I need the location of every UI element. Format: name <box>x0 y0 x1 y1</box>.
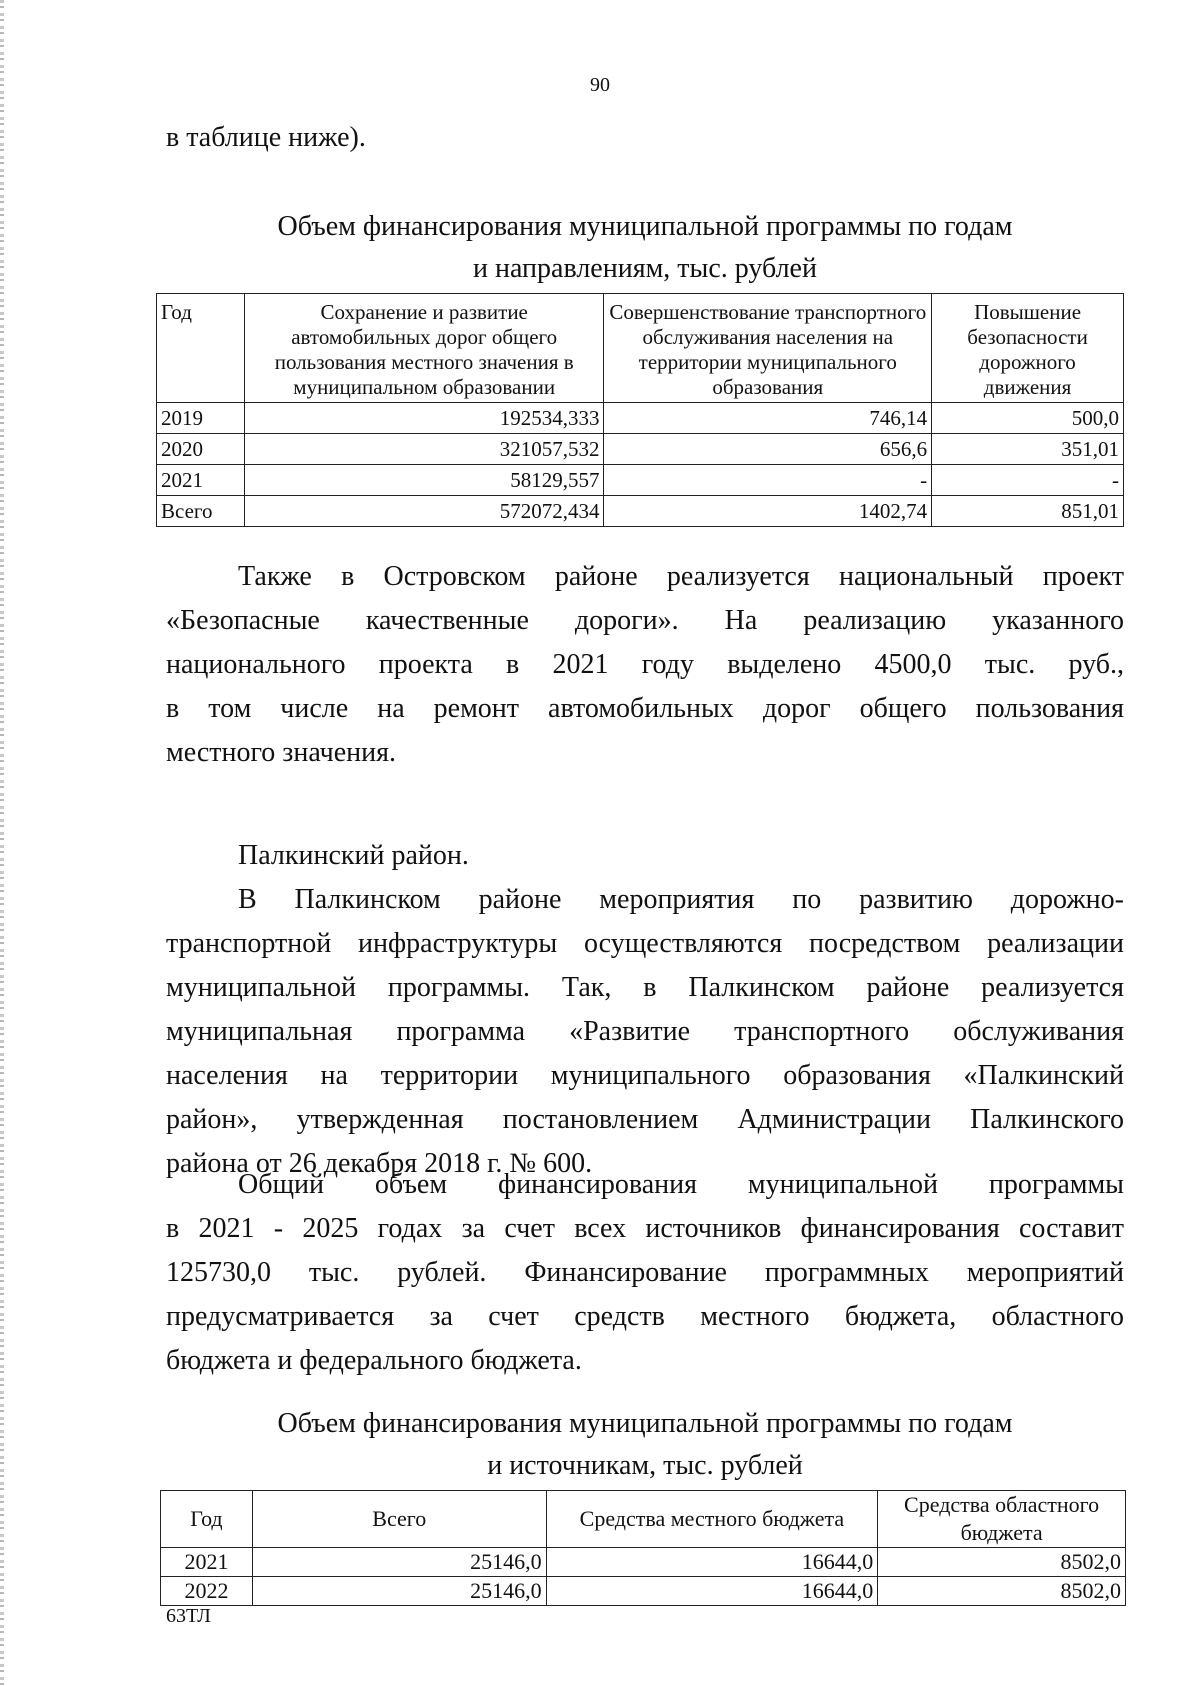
table-row <box>157 403 1124 434</box>
cell-safety: 851,01 <box>932 496 1124 527</box>
text-line: «Безопасные качественные дороги». На реализацию указанного <box>166 605 1124 636</box>
cell-transport: 1402,74 <box>604 496 932 527</box>
text-line: Общий объем финансирования муниципальной программы <box>238 1169 1124 1200</box>
table1-caption-line2: и направлениям, тыс. рублей <box>473 253 817 284</box>
cell-safety: - <box>932 465 1124 496</box>
district-heading: Палкинский район. <box>238 840 469 871</box>
cell-roads: 572072,434 <box>244 496 604 527</box>
text-line: района от 26 декабря 2018 г. № 600. <box>166 1148 593 1179</box>
header-local-budget: Средства местного бюджета <box>546 1491 878 1548</box>
text-line: транспортной инфраструктуры осуществляются посредством реализации <box>166 928 1124 959</box>
scan-edge <box>0 0 4 1686</box>
text-line: 125730,0 тыс. рублей. Финансирование программных мероприятий <box>166 1257 1124 1288</box>
cell-roads: 58129,557 <box>244 465 604 496</box>
text-line: муниципальной программы. Так, в Палкинском районе реализуется <box>166 972 1124 1003</box>
paragraph-funding-volume <box>166 1163 1124 1383</box>
funding-by-direction-table <box>156 293 1124 527</box>
header-roads: Сохранение и развитие автомобильных дорог общего пользования местного значения в муниципальном образовании <box>244 294 604 403</box>
intro-line: в таблице ниже). <box>166 122 366 153</box>
cell-transport: - <box>604 465 932 496</box>
text-line: муниципальная программа «Развитие транспортного обслуживания <box>166 1016 1124 1047</box>
cell-local-budget: 16644,0 <box>546 1548 878 1577</box>
cell-transport: 746,14 <box>604 403 932 434</box>
table-header-row <box>161 1491 1126 1548</box>
table1-caption-line1: Объем финансирования муниципальной программы по годам <box>277 211 1013 242</box>
cell-year: 2022 <box>161 1577 253 1606</box>
text-line: местного значения. <box>166 737 396 768</box>
cell-transport: 656,6 <box>604 434 932 465</box>
cell-safety: 500,0 <box>932 403 1124 434</box>
cell-safety: 351,01 <box>932 434 1124 465</box>
table-total-row <box>157 496 1124 527</box>
text-line: в том числе на ремонт автомобильных дорог общего пользования <box>166 693 1124 724</box>
table-row <box>161 1548 1126 1577</box>
footer-code: 63ТЛ <box>166 1605 211 1627</box>
header-total: Всего <box>252 1491 546 1548</box>
table2-caption <box>166 1403 1124 1487</box>
paragraph-palkino-program <box>166 878 1124 1186</box>
table2-caption-line2: и источникам, тыс. рублей <box>487 1450 803 1481</box>
cell-roads: 321057,532 <box>244 434 604 465</box>
table-header-row <box>157 294 1124 403</box>
funding-by-source-table <box>160 1490 1126 1606</box>
header-regional-budget: Средства областного бюджета <box>878 1491 1126 1548</box>
text-line: В Палкинском районе мероприятия по развитию дорожно- <box>238 884 1124 915</box>
page-number: 90 <box>590 74 610 96</box>
header-safety: Повышение безопасности дорожного движения <box>932 294 1124 403</box>
text-line: бюджета и федерального бюджета. <box>166 1345 582 1376</box>
cell-year: 2020 <box>157 434 245 465</box>
text-line: Также в Островском районе реализуется национальный проект <box>238 561 1124 592</box>
cell-local-budget: 16644,0 <box>546 1577 878 1606</box>
header-year: Год <box>161 1491 253 1548</box>
cell-total: 25146,0 <box>252 1548 546 1577</box>
cell-regional-budget: 8502,0 <box>878 1577 1126 1606</box>
text-line: населения на территории муниципального образования «Палкинский <box>166 1060 1124 1091</box>
cell-year: Всего <box>157 496 245 527</box>
cell-year: 2021 <box>157 465 245 496</box>
header-year: Год <box>157 294 245 403</box>
text-line: район», утвержденная постановлением Администрации Палкинского <box>166 1104 1124 1135</box>
paragraph-national-project <box>166 555 1124 775</box>
header-transport: Совершенствование транспортного обслуживания населения на территории муниципального образования <box>604 294 932 403</box>
cell-year: 2021 <box>161 1548 253 1577</box>
cell-total: 25146,0 <box>252 1577 546 1606</box>
cell-roads: 192534,333 <box>244 403 604 434</box>
cell-year: 2019 <box>157 403 245 434</box>
table1-caption <box>166 206 1124 290</box>
table-row <box>161 1577 1126 1606</box>
text-line: предусматривается за счет средств местного бюджета, областного <box>166 1301 1124 1332</box>
table-row <box>157 465 1124 496</box>
table-row <box>157 434 1124 465</box>
text-line: национального проекта в 2021 году выделено 4500,0 тыс. руб., <box>166 649 1124 680</box>
cell-regional-budget: 8502,0 <box>878 1548 1126 1577</box>
text-line: в 2021 - 2025 годах за счет всех источников финансирования составит <box>166 1213 1124 1244</box>
table2-caption-line1: Объем финансирования муниципальной программы по годам <box>277 1408 1013 1439</box>
